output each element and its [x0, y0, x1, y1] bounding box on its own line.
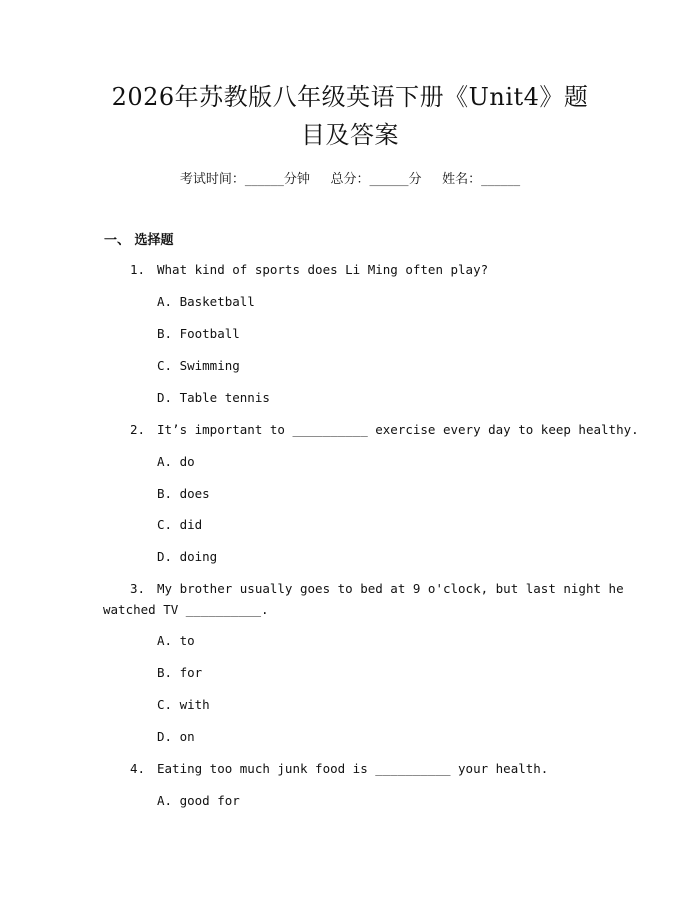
option: B. does — [157, 486, 210, 501]
option: A. to — [157, 633, 195, 648]
question-stem: It’s important to __________ exercise every day to keep healthy. — [157, 422, 639, 437]
option: D. on — [157, 729, 195, 744]
option: C. Swimming — [157, 358, 240, 373]
question-stem-continued: watched TV __________. — [103, 602, 269, 617]
option: B. Football — [157, 326, 240, 341]
option: C. with — [157, 697, 210, 712]
option: D. Table tennis — [157, 390, 270, 405]
option: A. Basketball — [157, 294, 255, 309]
question-number: 4. — [130, 761, 146, 776]
option: B. for — [157, 665, 203, 680]
question-number: 2. — [130, 422, 146, 437]
section-heading: 一、 选择题 — [104, 233, 174, 248]
exam-meta: 考试时间：______分钟 总分：______分 姓名：______ — [179, 172, 521, 187]
option: C. did — [157, 517, 203, 532]
option: D. doing — [157, 549, 218, 564]
question-number: 1. — [130, 262, 146, 277]
question-number: 3. — [130, 581, 146, 596]
page-title — [80, 78, 620, 154]
option: A. good for — [157, 793, 240, 808]
title-line-1: 2026年苏教版八年级英语下册《Unit4》题 — [111, 83, 589, 111]
question-stem: My brother usually goes to bed at 9 o'clock, but last night he — [157, 581, 624, 596]
question-stem: What kind of sports does Li Ming often play? — [157, 262, 489, 277]
option: A. do — [157, 454, 195, 469]
title-line-2: 目及答案 — [301, 121, 399, 149]
question-stem: Eating too much junk food is __________ your health. — [157, 761, 549, 776]
